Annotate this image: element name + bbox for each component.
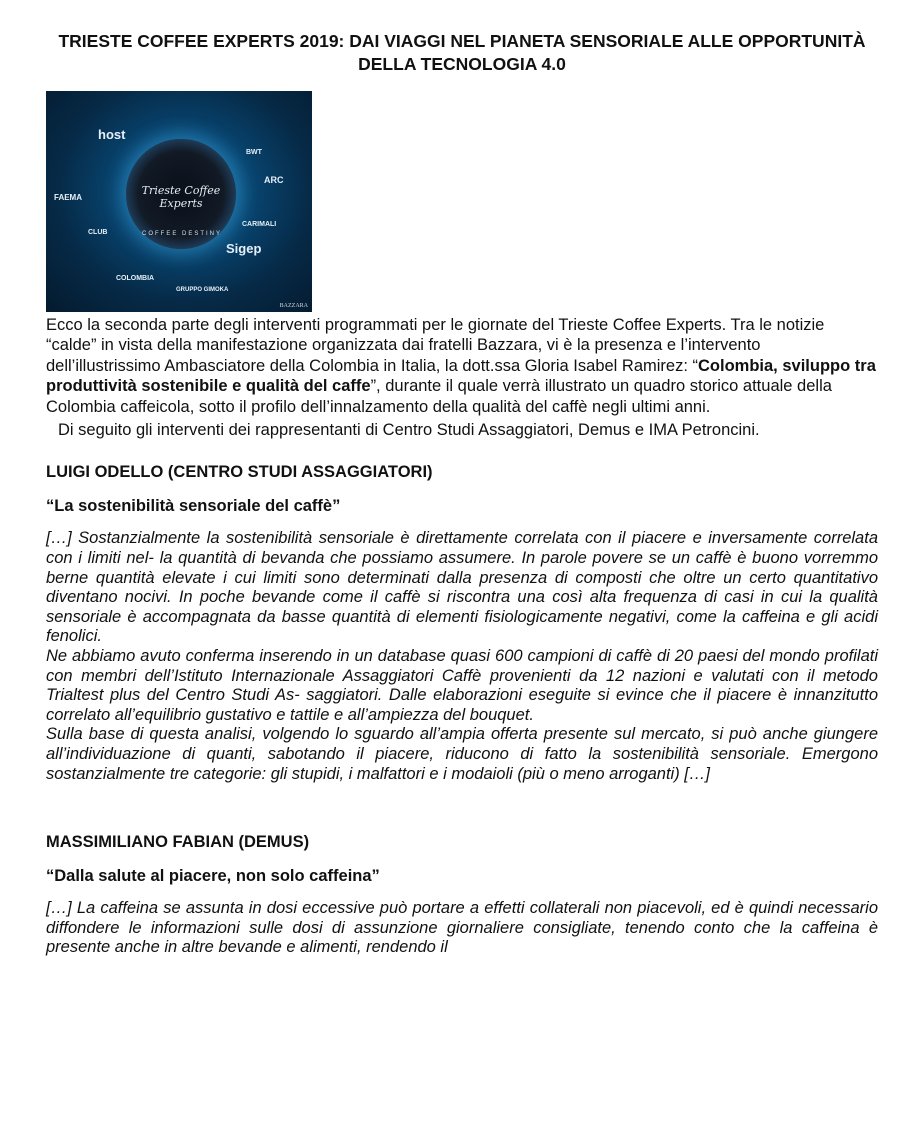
quote-paragraph: Sulla base di questa analisi, volgendo lo sguardo all’ampia offerta presente sul mercato, si può anche giungere all’individuazione di quanti, sabotando il piacere, riducono di fatto la sostenibilità sensoriale. Emergono sostanzialmente tre categorie: gli stupidi, i malfattori e i modaioli (più o meno arroganti) […] [46, 725, 878, 783]
quote-paragraph: […] La caffeina se assunta in dosi eccessive può portare a effetti collaterali non piacevoli, ed è quindi necessario diffondere le informazioni sulle dosi di assunzione giornaliere consigliate, tenendo conto che la caffeina è presente anche in altre bevande e alimenti, rendendo il [46, 899, 878, 957]
sponsor-logo: FAEMA [54, 193, 82, 202]
sponsor-logo: CARIMALI [242, 221, 277, 228]
quote-paragraph: […] Sostanzialmente la sostenibilità sensoriale è direttamente correlata con il piacere e inversamente correlata con i limiti nel- la quantità di bevanda che possiamo assumere. In parole povere se un caffè è buono vorremmo berne quantità elevate i cui limiti sono determinati dalla presenza di composti che oltre un certo quantitativo diventano nocivi. In poche bevande come il caffè si riscontra una così alta frequenza di casi in cui la qualità sensoriale è accompagnata da basse quantità di elementi fisiologicamente negativi, come la caffeina e gli acidi fenolici. [46, 529, 878, 646]
intro-text: Ecco la seconda parte degli interventi programmati per le giornate del Trieste Coffee Experts. Tra le notizie “calde” in vista della manifestazione organizzata dai fratelli Bazzara, vi è la presenza e l’intervento dell’illustrissimo Ambasciatore della Colombia in Italia, la dott.ssa Gloria Isabel Ramirez: “ [46, 316, 825, 375]
quote-paragraph: Ne abbiamo avuto conferma inserendo in un database quasi 600 campioni di caffè di 20 paesi del mondo profilati con membri dell’Istituto Internazionale Assaggiatori Caffè provenienti da 12 nazioni e valutati con il metodo Trialtest plus del Centro Studi As- saggiatori. Dalle elaborazioni eseguite si evince che il piacere è innanzitutto correlato all’equilibrio gustativo e tattile e all’ampiezza del bouquet. [46, 647, 878, 724]
talk-title: “Dalla salute al piacere, non solo caffeina” [46, 867, 380, 886]
sponsor-logo: BWT [246, 149, 262, 156]
sponsor-logo: ARC [264, 175, 284, 185]
cup-logo-text: Trieste Coffee Experts [141, 184, 221, 210]
sponsor-logo: Sigep [226, 241, 262, 256]
image-credit: BAZZARA [279, 303, 308, 309]
event-poster-image [46, 91, 312, 312]
speaker-heading: LUIGI ODELLO (CENTRO STUDI ASSAGGIATORI) [46, 463, 433, 482]
sponsor-logo: host [98, 127, 126, 142]
intro-paragraph-2: Di seguito gli interventi dei rappresentanti di Centro Studi Assaggiatori, Demus e IMA Petroncini. [58, 421, 760, 440]
article [46, 30, 878, 958]
article-title: TRIESTE COFFEE EXPERTS 2019: DAI VIAGGI NEL PIANETA SENSORIALE ALLE OPPORTUNITÀ DELLA TECNOLOGIA 4.0 [58, 31, 866, 74]
intro-text: ”, durante il quale verrà illustrato un quadro storico attuale della Colombia caffeicola, sotto il profilo dell’innalzamento della qualità del caffè negli ultimi anni. [46, 377, 832, 416]
speaker-heading: MASSIMILIANO FABIAN (DEMUS) [46, 833, 310, 852]
sponsor-logo: CLUB [88, 229, 108, 236]
sponsor-logo: COLOMBIA [116, 275, 155, 282]
talk-title: “La sostenibilità sensoriale del caffè” [46, 497, 341, 516]
intro-paragraph [46, 315, 878, 417]
intro-bold-title: Colombia, sviluppo tra produttività sostenibile e qualità del caffe [46, 356, 876, 396]
sponsor-logo: GRUPPO GIMOKA [176, 287, 229, 293]
cup-ring-text: COFFEE DESTINY [142, 231, 223, 237]
